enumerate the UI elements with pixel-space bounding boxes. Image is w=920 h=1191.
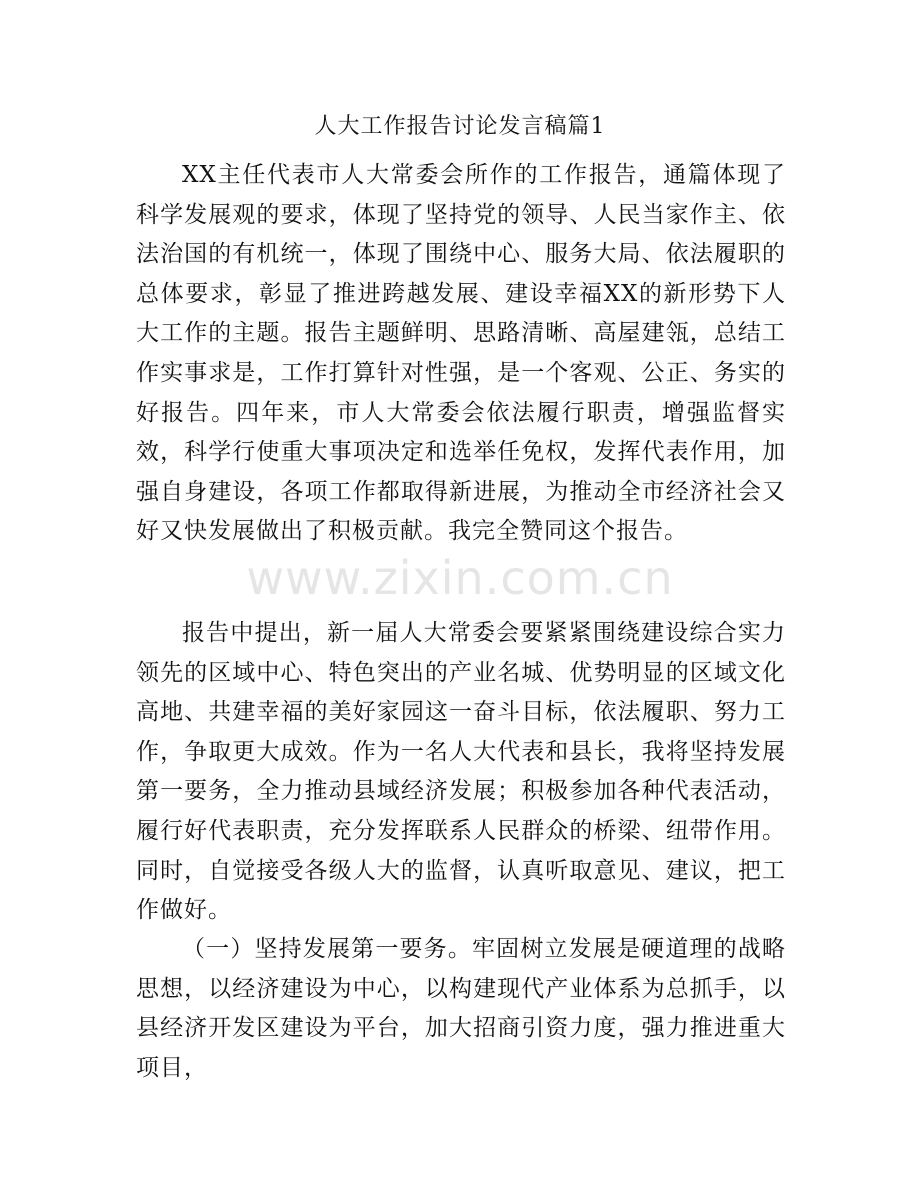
paragraph-1: XX主任代表市人大常委会所作的工作报告，通篇体现了科学发展观的要求，体现了坚持党的领导、人民当家作主、依法治国的有机统一，体现了围绕中心、服务大局、依法履职的总体要求，彰显了推进跨越发展、建设幸福XX的新形势下人大工作的主题。报告主题鲜明、思路清晰、高屋建瓴，总结工作实事求是，工作打算针对性强，是一个客观、公正、务实的好报告。四年来，市人大常委会依法履行职责，增强监督实效，科学行使重大事项决定和选举任免权，发挥代表作用，加强自身建设，各项工作都取得新进展，为推动全市经济社会又好又快发展做出了积极贡献。我完全赞同这个报告。 — [136, 162, 786, 545]
watermark: www.zixin.com.cn — [246, 551, 674, 605]
paragraph-2: 报告中提出，新一届人大常委会要紧紧围绕建设综合实力领先的区域中心、特色突出的产业名城、优势明显的区域文化高地、共建幸福的美好家园这一奋斗目标，依法履职、努力工作，争取更大成效。作为一名人大代表和县长，我将坚持发展第一要务，全力推动县域经济发展；积极参加各种代表活动，履行好代表职责，充分发挥联系人民群众的桥梁、纽带作用。同时，自觉接受各级人大的监督，认真听取意见、建议，把工作做好。 — [136, 620, 786, 924]
document-title: 人大工作报告讨论发言稿篇1 — [314, 114, 606, 139]
paragraph-3: （一）坚持发展第一要务。牢固树立发展是硬道理的战略思想，以经济建设为中心，以构建现代产业体系为总抓手，以县经济开发区建设为平台，加大招商引资力度，强力推进重大项目， — [136, 936, 786, 1081]
